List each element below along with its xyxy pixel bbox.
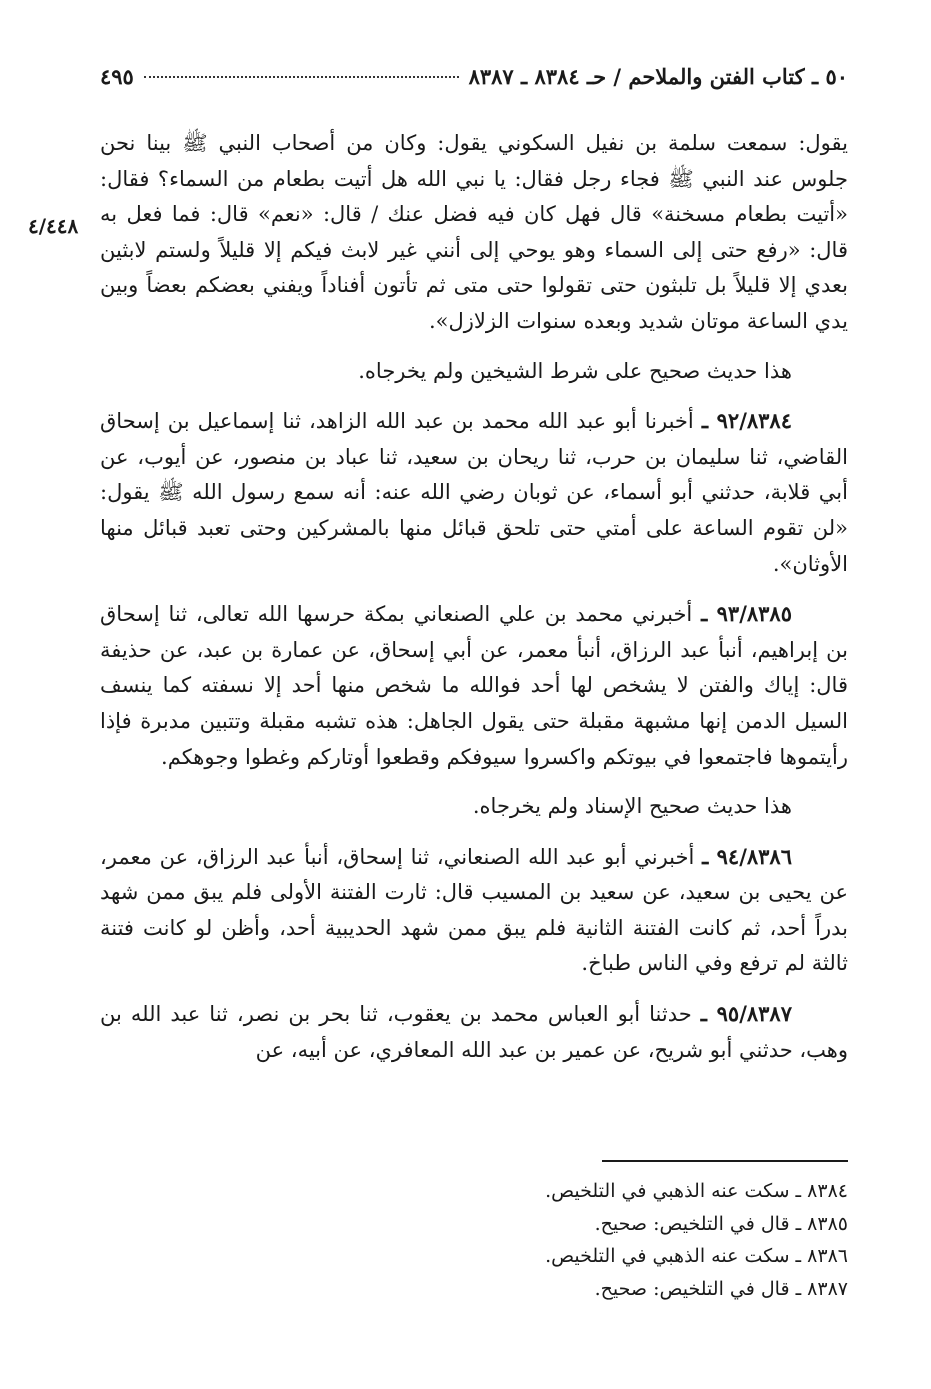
main-text [100, 126, 848, 1068]
margin-reference: ٤/٤٤٨ [28, 214, 79, 238]
footnote-separator [602, 1160, 848, 1162]
hadith-number: ٩٥/٨٣٨٧ ـ [700, 1001, 792, 1027]
header-dot-leader [144, 76, 459, 78]
hadith-number: ٩٣/٨٣٨٥ ـ [701, 601, 792, 627]
footnotes [100, 1175, 848, 1305]
hadith-paragraph [100, 839, 848, 982]
hadith-text: حدثنا أبو العباس محمد بن يعقوب، ثنا بحر بن نصر، ثنا عبد الله بن وهب، حدثني أبو شريح، عن عمير بن عبد الله المعافري، عن أبيه، عن [100, 1002, 848, 1062]
grading-note: هذا حديث صحيح على شرط الشيخين ولم يخرجاه. [358, 358, 792, 383]
footnote: ٨٣٨٥ ـ قال في التلخيص: صحيح. [594, 1212, 848, 1235]
paragraph: يقول: سمعت سلمة بن نفيل السكوني يقول: وكان من أصحاب النبي ﷺ بينا نحن جلوس عند النبي ﷺ فجاء رجل فقال: يا نبي الله هل أتيت بطعام من السماء؟ فقال: «أتيت بطعام مسخنة» قال فهل كان فيه فضل عنك / قال: «نعم» قال: فما فعل به قال: «رفع حتى إلى السماء وهو يوحي إلى أنني غير لابث فيكم إلا قليلاً ولستم لابثين بعدي إلا قليلاً بل تلبثون حتى تقولوا حتى متى ثم تأتون أفناداً ويفني بعضكم بعضاً وبين يدي الساعة موتان شديد وبعده سنوات الزلازل». [100, 131, 848, 333]
hadith-paragraph [100, 996, 848, 1068]
footnote: ٨٣٨٧ ـ قال في التلخيص: صحيح. [594, 1277, 848, 1300]
header-title: ٥٠ ـ كتاب الفتن والملاحم / حـ ٨٣٨٤ ـ ٨٣٨٧ [468, 64, 848, 89]
running-header [100, 64, 848, 108]
footnote: ٨٣٨٤ ـ سكت عنه الذهبي في التلخيص. [545, 1180, 848, 1202]
hadith-paragraph [100, 596, 848, 775]
footnote: ٨٣٨٦ ـ سكت عنه الذهبي في التلخيص. [545, 1245, 848, 1267]
page-number: ٤٩٥ [100, 64, 134, 89]
hadith-text: أخبرنا أبو عبد الله محمد بن عبد الله الزاهد، ثنا إسماعيل بن إسحاق القاضي، ثنا سليمان بن حرب، ثنا ريحان بن سعيد، ثنا عباد بن منصور، عن أيوب، عن أبي قلابة، حدثني أبو أسماء، عن ثوبان رضي الله عنه: أنه سمع رسول الله ﷺ يقول: «لن تقوم الساعة على أمتي حتى تلحق قبائل منها بالمشركين وحتى تعبد قبائل منها الأوثان». [100, 409, 848, 576]
grading-note: هذا حديث صحيح الإسناد ولم يخرجاه. [472, 794, 792, 819]
hadith-text: أخبرني محمد بن علي الصنعاني بمكة حرسها الله تعالى، ثنا إسحاق بن إبراهيم، أنبأ عبد الرزاق، أنبأ معمر، عن أبي إسحاق، عن عمارة بن عبد، عن حذيفة قال: إياك والفتن لا يشخص لها أحد فوالله ما شخص منها أحد إلا نسفته كما ينسف السيل الدمن إنها مشبهة مقبلة حتى يقول الجاهل: هذه تشبه مقبلة وتتبين مدبرة فإذا رأيتموها فاجتمعوا في بيوتكم واكسروا سيوفكم وقطعوا أوتاركم وغطوا وجوهكم. [100, 602, 848, 769]
hadith-number: ٩٤/٨٣٨٦ ـ [702, 843, 792, 869]
hadith-number: ٩٢/٨٣٨٤ ـ [701, 408, 792, 434]
hadith-paragraph [100, 403, 848, 582]
hadith-text: أخبرني أبو عبد الله الصنعاني، ثنا إسحاق، أنبأ عبد الرزاق، عن معمر، عن يحيى بن سعيد، عن سعيد بن المسيب قال: ثارت الفتنة الأولى فلم يبق ممن شهد بدراً أحد، ثم كانت الفتنة الثانية فلم يبق ممن شهد الحديبية أحد، وأظن لو كانت فتنة ثالثة لم ترفع وفي الناس طباخ. [100, 844, 848, 976]
